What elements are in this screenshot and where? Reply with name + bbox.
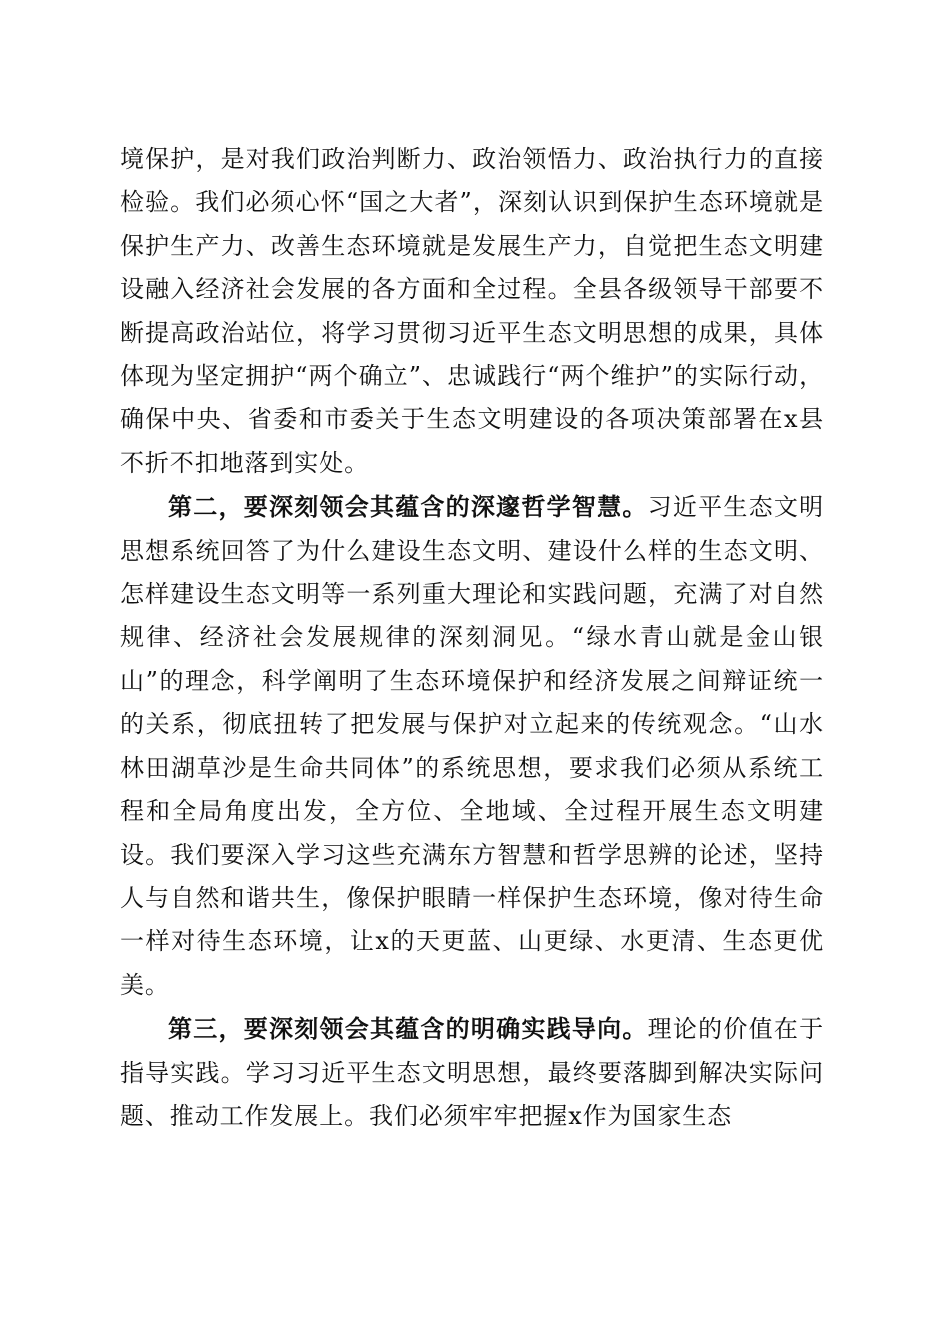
paragraph-third	[120, 1007, 824, 1138]
paragraph-heading: 第三，要深刻领会其蕴含的明确实践导向。	[168, 1014, 648, 1044]
paragraph-text: 习近平生态文明思想系统回答了为什么建设生态文明、建设什么样的生态文明、怎样建设生态文明等一系列重大理论和实践问题，充满了对自然规律、经济社会发展规律的深刻洞见。“绿水青山就是金山银山”的理念，科学阐明了生态环境保护和经济发展之间辩证统一的关系，彻底扭转了把发展与保护对立起来的传统观念。“山水林田湖草沙是生命共同体”的系统思想，要求我们必须从系统工程和全局角度出发，全方位、全地域、全过程开展生态文明建设。我们要深入学习这些充满东方智慧和哲学思辨的论述，坚持人与自然和谐共生，像保护眼睛一样保护生态环境，像对待生命一样对待生态环境，让x的天更蓝、山更绿、水更清、生态更优美。	[120, 493, 824, 999]
paragraph-text: 理论的价值在于指导实践。学习习近平生态文明思想，最终要落脚到解决实际问题、推动工作发展上。我们必须牢牢把握x作为国家生态	[120, 1015, 824, 1130]
paragraph-second	[120, 485, 824, 1007]
paragraph-text: 境保护，是对我们政治判断力、政治领悟力、政治执行力的直接检验。我们必须心怀“国之大者”，深刻认识到保护生态环境就是保护生产力、改善生态环境就是发展生产力，自觉把生态文明建设融入经济社会发展的各方面和全过程。全县各级领导干部要不断提高政治站位，将学习贯彻习近平生态文明思想的成果，具体体现为坚定拥护“两个确立”、忠诚践行“两个维护”的实际行动，确保中央、省委和市委关于生态文明建设的各项决策部署在x县不折不扣地落到实处。	[120, 145, 824, 477]
paragraph-continued	[120, 138, 824, 485]
document-body	[120, 138, 824, 1138]
paragraph-heading: 第二，要深刻领会其蕴含的深邃哲学智慧。	[168, 492, 648, 522]
